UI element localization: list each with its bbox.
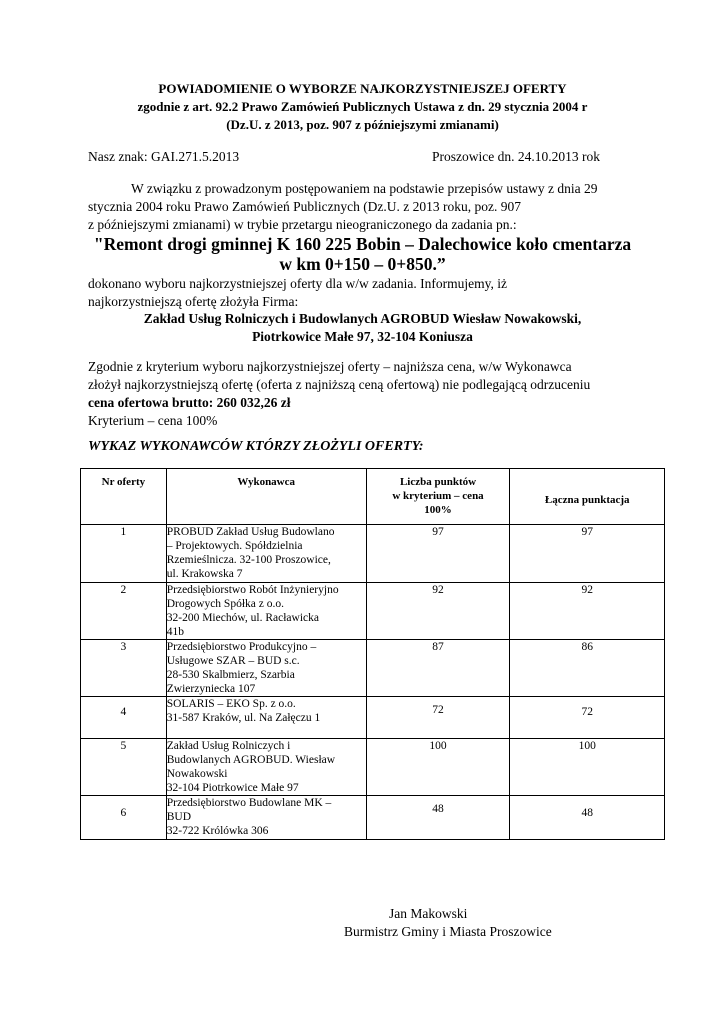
signatory-title: Burmistrz Gminy i Miasta Proszowice <box>344 924 552 939</box>
points-cell: 92 <box>366 583 510 640</box>
table-row <box>81 583 665 640</box>
offer-number: 5 <box>81 739 167 796</box>
offer-number: 3 <box>81 640 167 697</box>
table-row <box>81 697 665 739</box>
choice-text: najkorzystniejszą ofertę złożyła Firma: <box>88 294 299 309</box>
points-cell: 87 <box>366 640 510 697</box>
offer-number: 2 <box>81 583 167 640</box>
total-cell: 92 <box>510 583 665 640</box>
gross-price: cena ofertowa brutto: 260 032,26 zł <box>88 395 291 410</box>
header-offer-number: Nr oferty <box>81 469 167 525</box>
executor-cell: Przedsiębiorstwo Robót Inżynieryjno Drogowych Spółka z o.o. 32-200 Miechów, ul. Racławicka 41b <box>166 583 366 640</box>
offer-number: 1 <box>81 525 167 583</box>
total-cell: 86 <box>510 640 665 697</box>
points-cell: 97 <box>366 525 510 583</box>
criterion-weight: Kryterium – cena 100% <box>88 413 218 428</box>
task-name: w km 0+150 – 0+850.” <box>279 254 446 274</box>
offers-table <box>80 468 665 840</box>
winning-firm: Zakład Usług Rolniczych i Budowlanych AGROBUD Wiesław Nowakowski, <box>143 311 582 326</box>
total-cell: 97 <box>510 525 665 583</box>
executor-cell: PROBUD Zakład Usług Budowlano – Projektowych. Spółdzielnia Rzemieślnicza. 32-100 Proszowice, ul. Krakowska 7 <box>166 525 366 583</box>
table-row <box>81 525 665 583</box>
points-cell: 48 <box>366 796 510 840</box>
offers-list-heading: WYKAZ WYKONAWCÓW KTÓRZY ZŁOŻYLI OFERTY: <box>88 439 424 454</box>
header-total-score: Łączna punktacja <box>510 469 665 525</box>
executor-cell: Przedsiębiorstwo Produkcyjno – Usługowe SZAR – BUD s.c. 28-530 Skalbmierz, Szarbia Zwierzyniecka 107 <box>166 640 366 697</box>
total-cell: 48 <box>510 796 665 840</box>
winning-firm-address: Piotrkowice Małe 97, 32-104 Koniusza <box>252 329 473 344</box>
table-row <box>81 640 665 697</box>
intro-text: z późniejszymi zmianami) w trybie przetargu nieograniczonego da zadania pn.: <box>88 217 517 232</box>
criterion-text: Zgodnie z kryterium wyboru najkorzystniejszej oferty – najniższa cena, w/w Wykonawca <box>88 359 572 374</box>
offer-number: 4 <box>81 697 167 739</box>
total-cell: 100 <box>510 739 665 796</box>
signatory-name: Jan Makowski <box>389 906 468 921</box>
task-name: "Remont drogi gminnej K 160 225 Bobin – Dalechowice koło cmentarza <box>93 234 632 254</box>
legal-basis-reference: (Dz.U. z 2013, poz. 907 z późniejszymi zmianami) <box>226 117 499 132</box>
offer-number: 6 <box>81 796 167 840</box>
header-executor: Wykonawca <box>166 469 366 525</box>
total-cell: 72 <box>510 697 665 739</box>
table-row <box>81 796 665 840</box>
intro-text: W związku z prowadzonym postępowaniem na podstawie przepisów ustawy z dnia 29 <box>131 181 598 196</box>
reference-number: Nasz znak: GAI.271.5.2013 <box>88 149 240 164</box>
executor-cell: Zakład Usług Rolniczych i Budowlanych AGROBUD. Wiesław Nowakowski 32-104 Piotrkowice Małe 97 <box>166 739 366 796</box>
intro-text: stycznia 2004 roku Prawo Zamówień Publicznych (Dz.U. z 2013 roku, poz. 907 <box>88 199 522 214</box>
document-title: POWIADOMIENIE O WYBORZE NAJKORZYSTNIEJSZEJ OFERTY <box>158 81 567 96</box>
criterion-text: złożył najkorzystniejszą ofertę (oferta z najniższą ceną ofertową) nie podlegającą odrzuceniu <box>88 377 591 392</box>
table-header-row <box>81 469 665 525</box>
points-cell: 72 <box>366 697 510 739</box>
place-and-date: Proszowice dn. 24.10.2013 rok <box>432 149 600 164</box>
legal-basis: zgodnie z art. 92.2 Prawo Zamówień Publicznych Ustawa z dn. 29 stycznia 2004 r <box>137 99 588 114</box>
executor-cell: Przedsiębiorstwo Budowlane MK – BUD 32-722 Królówka 306 <box>166 796 366 840</box>
points-cell: 100 <box>366 739 510 796</box>
table-row <box>81 739 665 796</box>
header-points: Liczba punktów w kryterium – cena 100% <box>366 469 510 525</box>
choice-text: dokonano wyboru najkorzystniejszej oferty dla w/w zadania. Informujemy, iż <box>88 276 507 291</box>
executor-cell: SOLARIS – EKO Sp. z o.o. 31-587 Kraków, ul. Na Załęczu 1 <box>166 697 366 739</box>
